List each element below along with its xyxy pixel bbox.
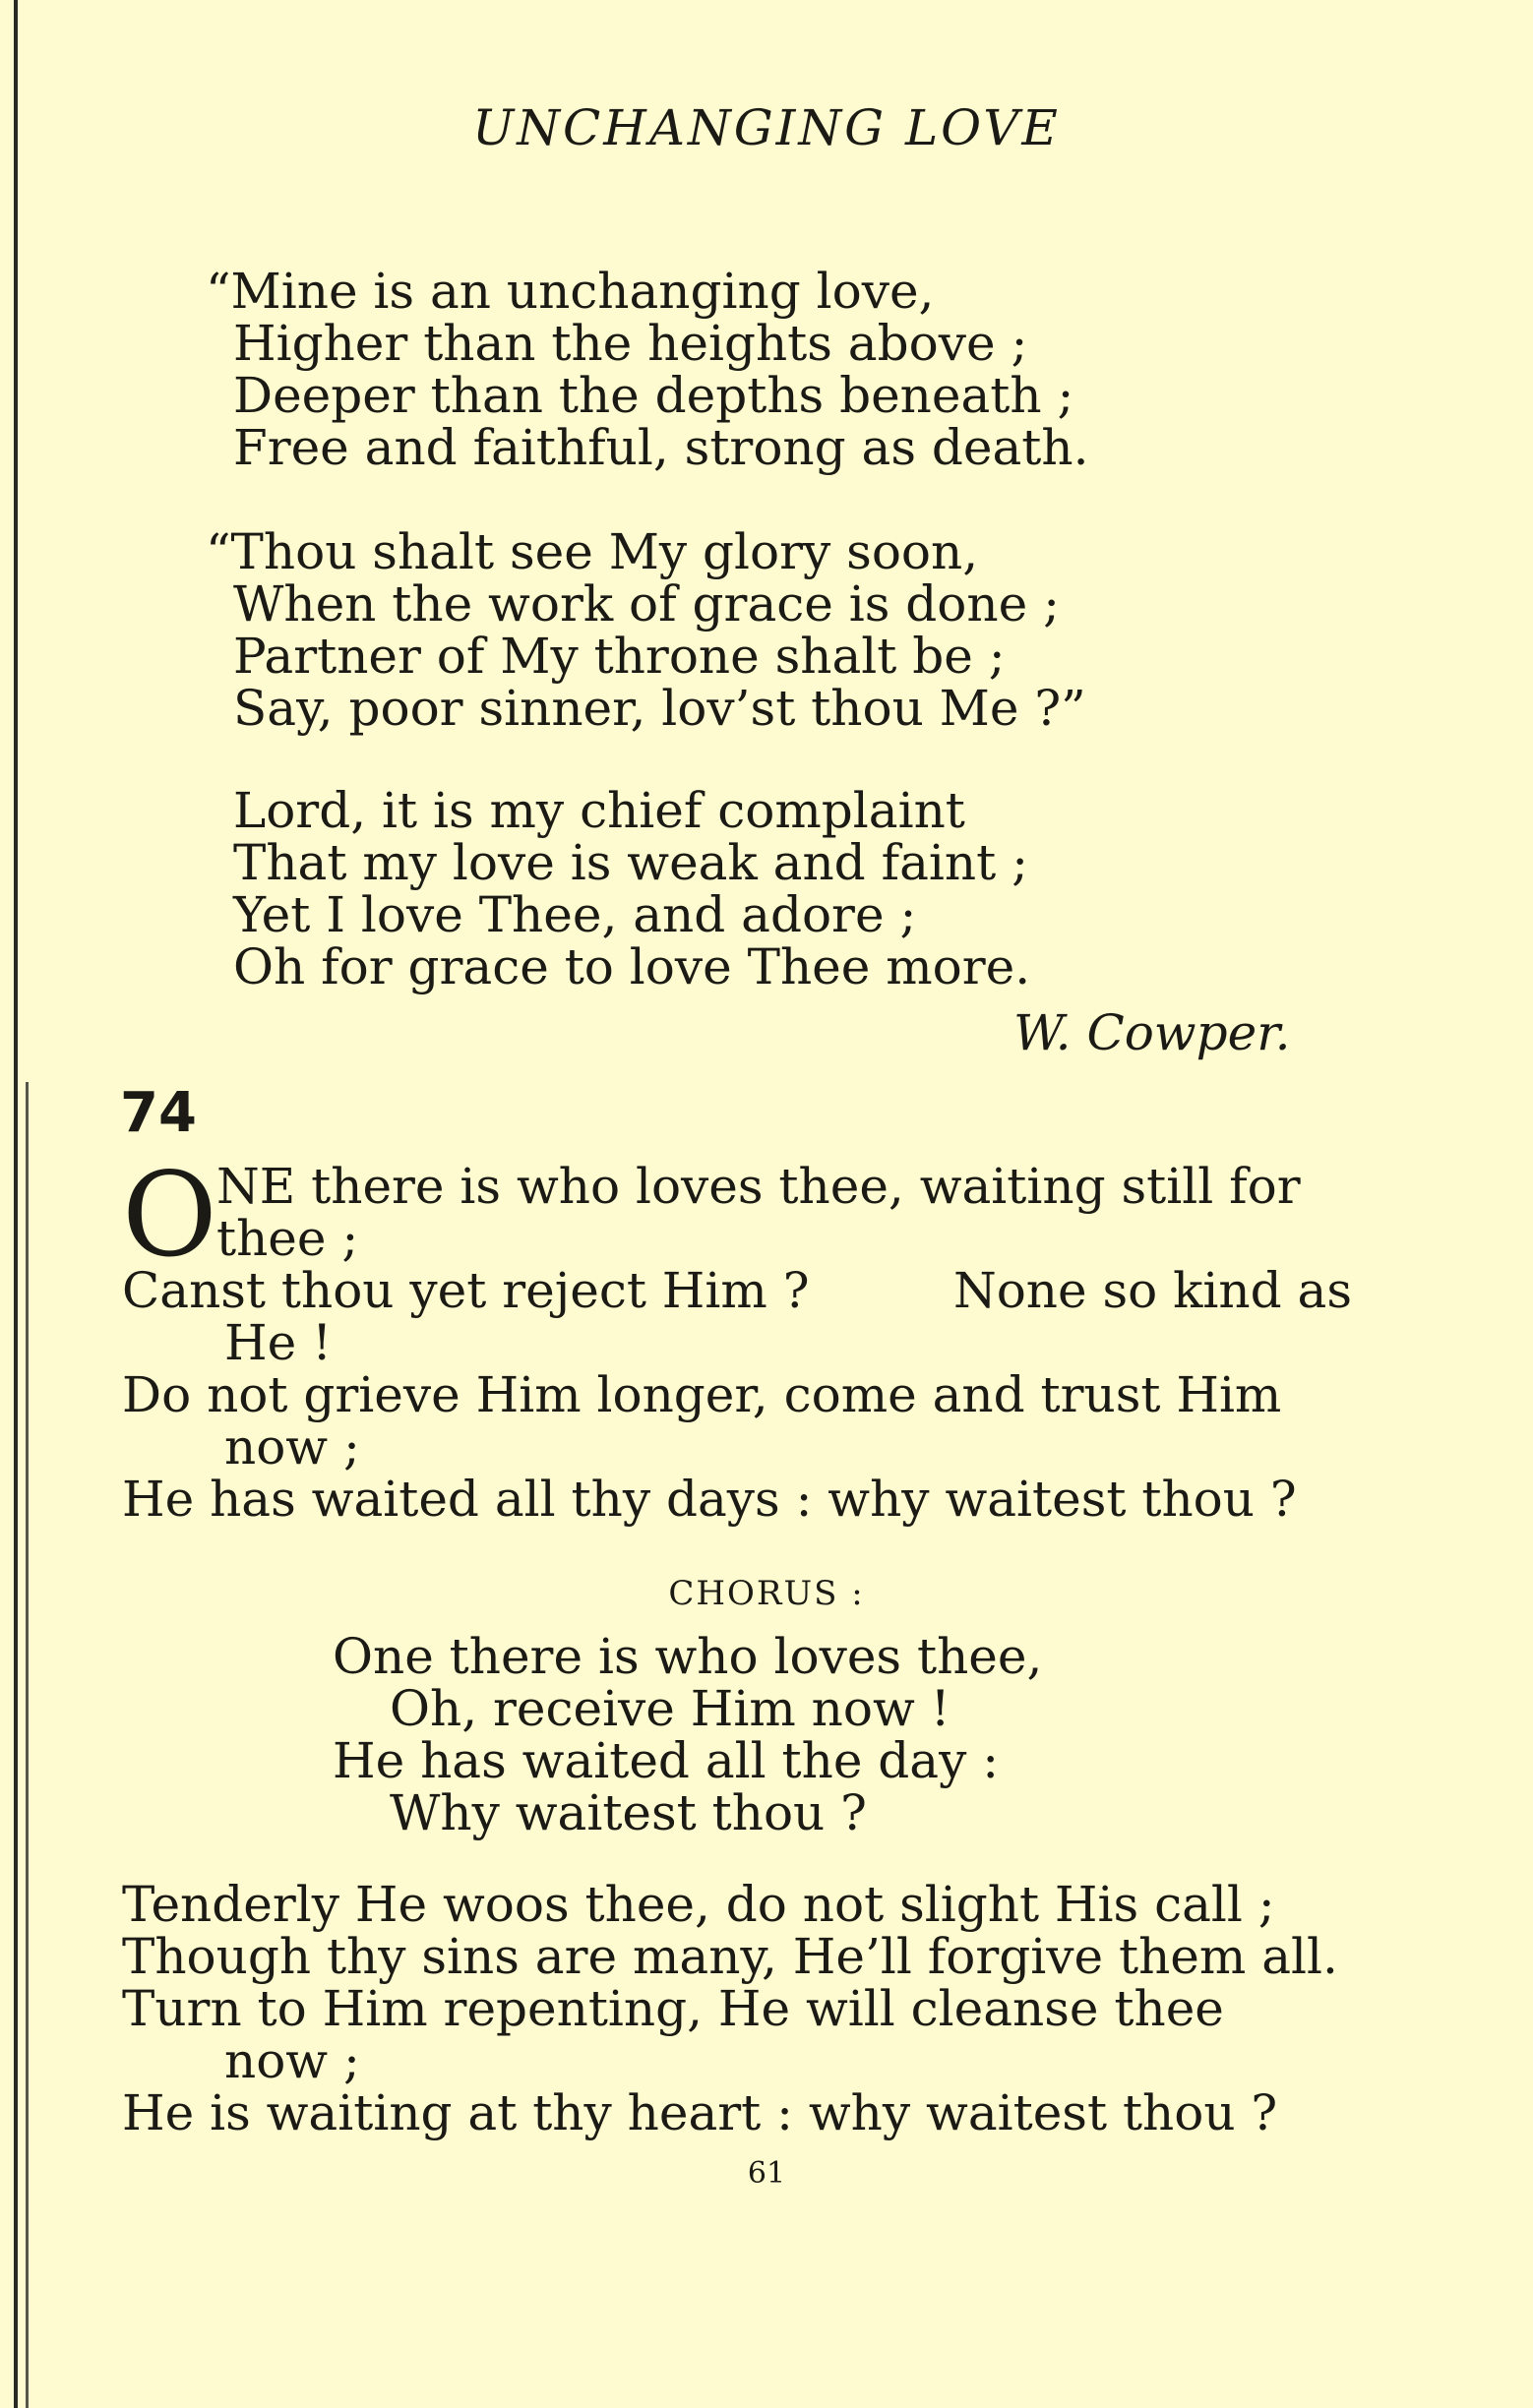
verse-line-part: None so kind as <box>952 1262 1352 1319</box>
verse-line <box>122 1262 1352 1319</box>
hymn-verse-2 <box>122 1876 1352 2141</box>
verse-line-part: Canst thou yet reject Him ? <box>122 1262 810 1319</box>
stanza-line: Oh for grace to love Thee more. <box>233 938 1031 995</box>
stanza-line: Lord, it is my chief complaint <box>233 782 965 839</box>
stanza-line: Deeper than the depths beneath ; <box>233 367 1074 424</box>
stanza-line: Higher than the heights above ; <box>233 315 1028 372</box>
stanza-3 <box>233 782 1031 995</box>
stanza-2 <box>206 523 1086 737</box>
stanza-line: “Thou shalt see My glory soon, <box>206 523 979 580</box>
page-number: 61 <box>747 2156 786 2191</box>
hymn-verse-1 <box>122 1147 1352 1528</box>
stanza-line: Partner of My throne shalt be ; <box>233 628 1006 685</box>
verse-line: now ; <box>224 2032 360 2089</box>
verse-line: He has waited all thy days : why waitest thou ? <box>122 1471 1297 1528</box>
page-title: UNCHANGING LOVE <box>472 99 1061 156</box>
chorus-line: He has waited all the day : <box>333 1732 1000 1789</box>
verse-line: He ! <box>224 1314 333 1371</box>
book-binding-edge-inner <box>26 1082 29 2408</box>
chorus <box>333 1628 1043 1841</box>
verse-line: NE there is who loves thee, waiting still for <box>216 1158 1301 1215</box>
verse-line: Do not grieve Him longer, come and trust Him <box>122 1366 1282 1423</box>
stanza-line: “Mine is an unchanging love, <box>206 263 935 320</box>
stanza-line: That my love is weak and faint ; <box>233 834 1028 891</box>
verse-line: Tenderly He woos thee, do not slight His call ; <box>122 1876 1275 1933</box>
stanza-line: When the work of grace is done ; <box>233 575 1060 632</box>
stanza-line: Yet I love Thee, and adore ; <box>233 886 917 943</box>
chorus-line: Why waitest thou ? <box>390 1784 867 1841</box>
verse-line: Though thy sins are many, He’ll forgive them all. <box>122 1928 1338 1985</box>
chorus-line: Oh, receive Him now ! <box>390 1680 950 1737</box>
stanza-line: Say, poor sinner, lov’st thou Me ?” <box>233 680 1086 737</box>
attribution: W. Cowper. <box>1013 1004 1291 1061</box>
stanza-1 <box>206 263 1089 476</box>
hymn-number: 74 <box>120 1081 197 1145</box>
dropcap-letter: O <box>122 1147 217 1283</box>
chorus-line: One there is who loves thee, <box>333 1628 1043 1685</box>
chorus-label: CHORUS : <box>668 1574 865 1613</box>
verse-line: He is waiting at thy heart : why waitest thou ? <box>122 2084 1278 2141</box>
verse-line: now ; <box>224 1418 360 1475</box>
stanza-line: Free and faithful, strong as death. <box>233 419 1089 476</box>
book-binding-edge <box>14 0 18 2408</box>
verse-line: Turn to Him repenting, He will cleanse thee <box>122 1980 1224 2037</box>
dropcap-lines <box>122 1147 1352 1283</box>
verse-line: thee ; <box>216 1210 359 1267</box>
